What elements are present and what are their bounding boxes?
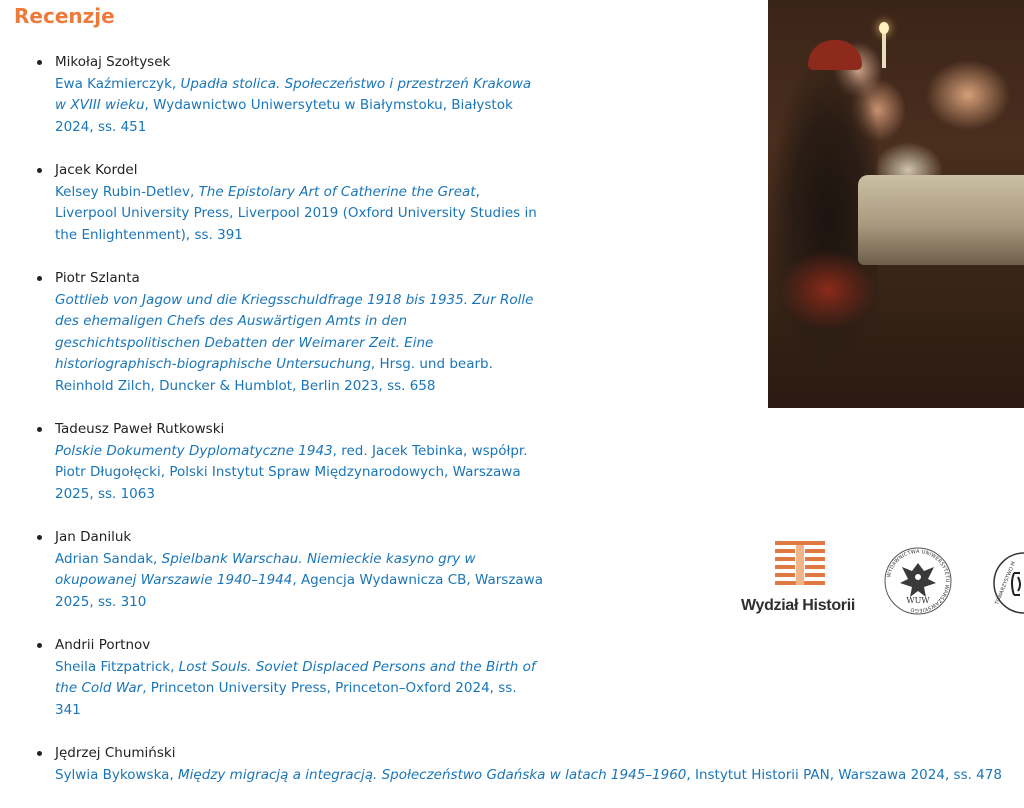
review-link[interactable] (55, 182, 545, 247)
book-publication: , Instytut Historii PAN, Warszawa 2024, ss. 478 (686, 766, 1002, 783)
review-link[interactable] (55, 441, 545, 506)
eagle-seal-icon (882, 545, 954, 617)
svg-text:WYDAWNICTWA UNIWERSYTETU WARSZ: WYDAWNICTWA UNIWERSYTETU WARSZAWSKIEGO (886, 548, 951, 614)
reviewer-name: Jan Daniluk (55, 529, 132, 545)
reviewer-name: Tadeusz Paweł Rutkowski (55, 421, 225, 437)
painting-candle (882, 30, 886, 68)
reviewer-name: Jędrzej Chumiński (55, 745, 176, 761)
book-author: Ewa Kaźmierczyk, (55, 75, 181, 92)
faculty-label: Wydział Historii (740, 597, 856, 614)
reviewer-name: Piotr Szlanta (55, 270, 140, 286)
review-item (0, 743, 1024, 786)
svg-text:TOWARZYSTWO M: TOWARZYSTWO M (994, 560, 1018, 606)
review-link[interactable] (55, 290, 545, 398)
book-author: Sheila Fitzpatrick, (55, 658, 179, 675)
review-link[interactable] (55, 549, 545, 614)
partner-logos (730, 535, 1024, 625)
book-title: The Epistolary Art of Catherine the Great (198, 183, 476, 200)
book-publication: , red. Jacek Tebinka, współpr. Piotr Długołęcki, Polski Instytut Spraw Międzynarodowych, Warszawa 2025, ss. 1063 (55, 442, 528, 502)
book-title: Upadła stolica. Społeczeństwo i przestrzeń Krakowa w XVIII wieku (55, 75, 532, 113)
book-title: Spielbank Warschau. Niemieckie kasyno gry w okupowanej Warszawie 1940–1944 (55, 550, 476, 588)
cover-painting-image (768, 0, 1024, 408)
book-title: Gottlieb von Jagow und die Kriegsschuldfrage 1918 bis 1935. Zur Rolle des ehemaligen Chefs des Auswärtigen Amts in den geschichtspolitischen Debatten der Weimarer Zeit. Eine historiographisch-biographische Untersuchung (55, 291, 534, 372)
book-publication: , Princeton University Press, Princeton–Oxford 2024, ss. 341 (55, 680, 517, 718)
book-publication: , Hrsg. und bearb. Reinhold Zilch, Duncker & Humblot, Berlin 2023, ss. 658 (55, 356, 493, 394)
book-publication: , Wydawnictwo Uniwersytetu w Białymstoku, Białystok 2024, ss. 451 (55, 97, 513, 135)
book-publication: , Agencja Wydawnicza CB, Warszawa 2025, ss. 310 (55, 572, 543, 610)
book-title: Lost Souls. Soviet Displaced Persons and the Birth of the Cold War (55, 658, 536, 696)
review-link[interactable] (55, 657, 545, 722)
book-title: Między migracją a integracją. Społeczeństwo Gdańska w latach 1945–1960 (178, 766, 687, 783)
reviewer-name: Andrii Portnov (55, 637, 151, 653)
painting-flame (879, 22, 889, 34)
review-item (0, 419, 1024, 505)
painting-table (858, 175, 1024, 265)
svg-text:WUW: WUW (906, 596, 930, 605)
review-link[interactable] (55, 765, 1015, 787)
society-logo[interactable] (988, 543, 1024, 619)
book-icon (775, 541, 825, 589)
book-author: Adrian Sandak, (55, 550, 162, 567)
university-press-logo[interactable] (882, 545, 954, 617)
book-title: Polskie Dokumenty Dyplomatyczne 1943 (55, 442, 333, 459)
faculty-of-history-logo[interactable] (738, 541, 858, 621)
book-author: Kelsey Rubin-Detlev, (55, 183, 199, 200)
book-author: Sylwia Bykowska, (55, 766, 179, 783)
society-seal-icon (988, 543, 1024, 619)
reviewer-name: Jacek Kordel (55, 162, 138, 178)
review-link[interactable] (55, 74, 545, 139)
review-item (0, 635, 1024, 721)
book-publication: , Liverpool University Press, Liverpool 2019 (Oxford University Studies in the Enlightenment), ss. 391 (55, 183, 537, 243)
section-title: Recenzje (14, 4, 115, 28)
reviewer-name: Mikołaj Szołtysek (55, 54, 171, 70)
